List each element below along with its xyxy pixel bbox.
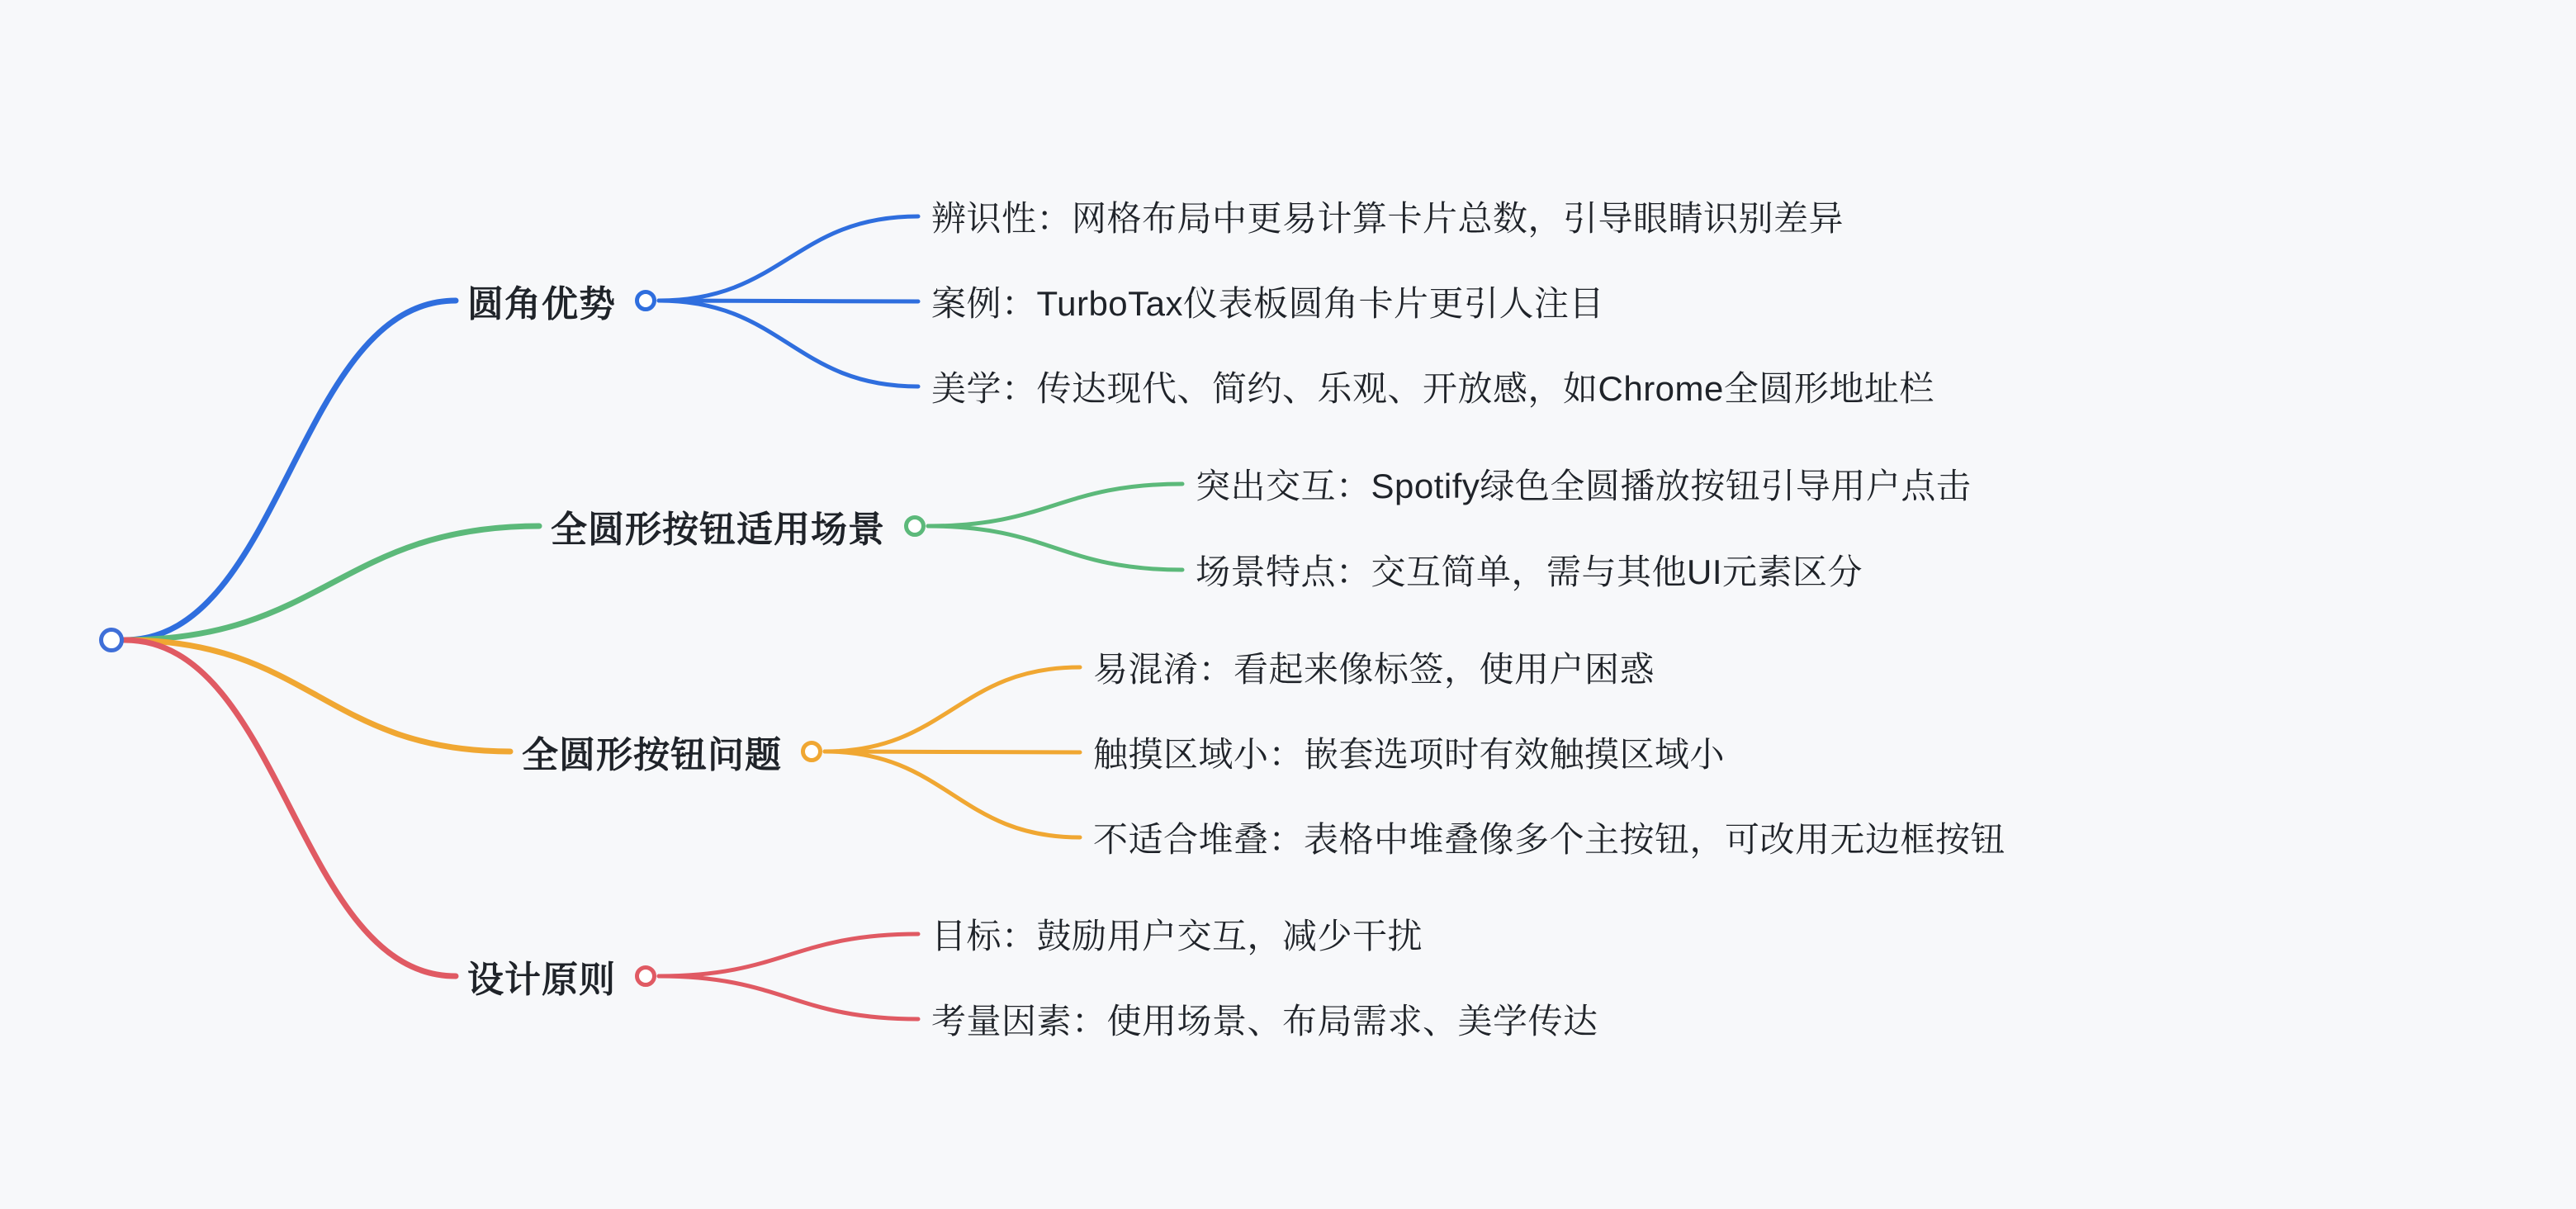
mindmap-edge bbox=[659, 301, 918, 386]
branch-port-3[interactable] bbox=[801, 741, 822, 762]
branch-port-1[interactable] bbox=[635, 290, 656, 311]
leaf-label-2-1[interactable]: 突出交互：Spotify绿色全圆播放按钮引导用户点击 bbox=[1196, 467, 1972, 505]
mindmap-edge bbox=[825, 751, 1080, 752]
leaf-label-1-3[interactable]: 美学：传达现代、简约、乐观、开放感，如Chrome全圆形地址栏 bbox=[931, 369, 1934, 408]
mindmap-edge bbox=[125, 301, 456, 640]
mindmap-edge bbox=[928, 526, 1182, 570]
leaf-label-3-1[interactable]: 易混淆：看起来像标签，使用户困惑 bbox=[1093, 650, 1655, 689]
leaf-label-3-3[interactable]: 不适合堆叠：表格中堆叠像多个主按钮，可改用无边框按钮 bbox=[1093, 820, 2006, 859]
branch-label-1[interactable]: 圆角优势 bbox=[467, 284, 616, 325]
branch-port-2[interactable] bbox=[904, 515, 926, 537]
branch-label-3[interactable]: 全圆形按钮问题 bbox=[522, 735, 782, 775]
mindmap-edge bbox=[659, 216, 918, 301]
mindmap-edge bbox=[825, 751, 1080, 837]
leaf-label-4-1[interactable]: 目标：鼓励用户交互，减少干扰 bbox=[931, 917, 1423, 955]
leaf-label-2-2[interactable]: 场景特点：交互简单，需与其他UI元素区分 bbox=[1196, 552, 1863, 591]
branch-label-2[interactable]: 全圆形按钮适用场景 bbox=[551, 510, 885, 550]
root-node[interactable] bbox=[99, 628, 124, 652]
mindmap-edge bbox=[659, 934, 918, 976]
leaf-label-3-2[interactable]: 触摸区域小：嵌套选项时有效触摸区域小 bbox=[1093, 735, 1726, 774]
mindmap-edge bbox=[659, 976, 918, 1019]
mindmap-edge bbox=[125, 640, 456, 976]
branch-port-4[interactable] bbox=[635, 965, 656, 987]
branch-label-4[interactable]: 设计原则 bbox=[467, 960, 616, 1000]
mindmap-edge bbox=[825, 667, 1080, 751]
leaf-label-4-2[interactable]: 考量因素：使用场景、布局需求、美学传达 bbox=[931, 1002, 1598, 1041]
leaf-label-1-2[interactable]: 案例：TurboTax仪表板圆角卡片更引人注目 bbox=[931, 284, 1605, 323]
mindmap-edge bbox=[928, 484, 1182, 526]
leaf-label-1-1[interactable]: 辨识性：网格布局中更易计算卡片总数，引导眼睛识别差异 bbox=[931, 199, 1844, 238]
